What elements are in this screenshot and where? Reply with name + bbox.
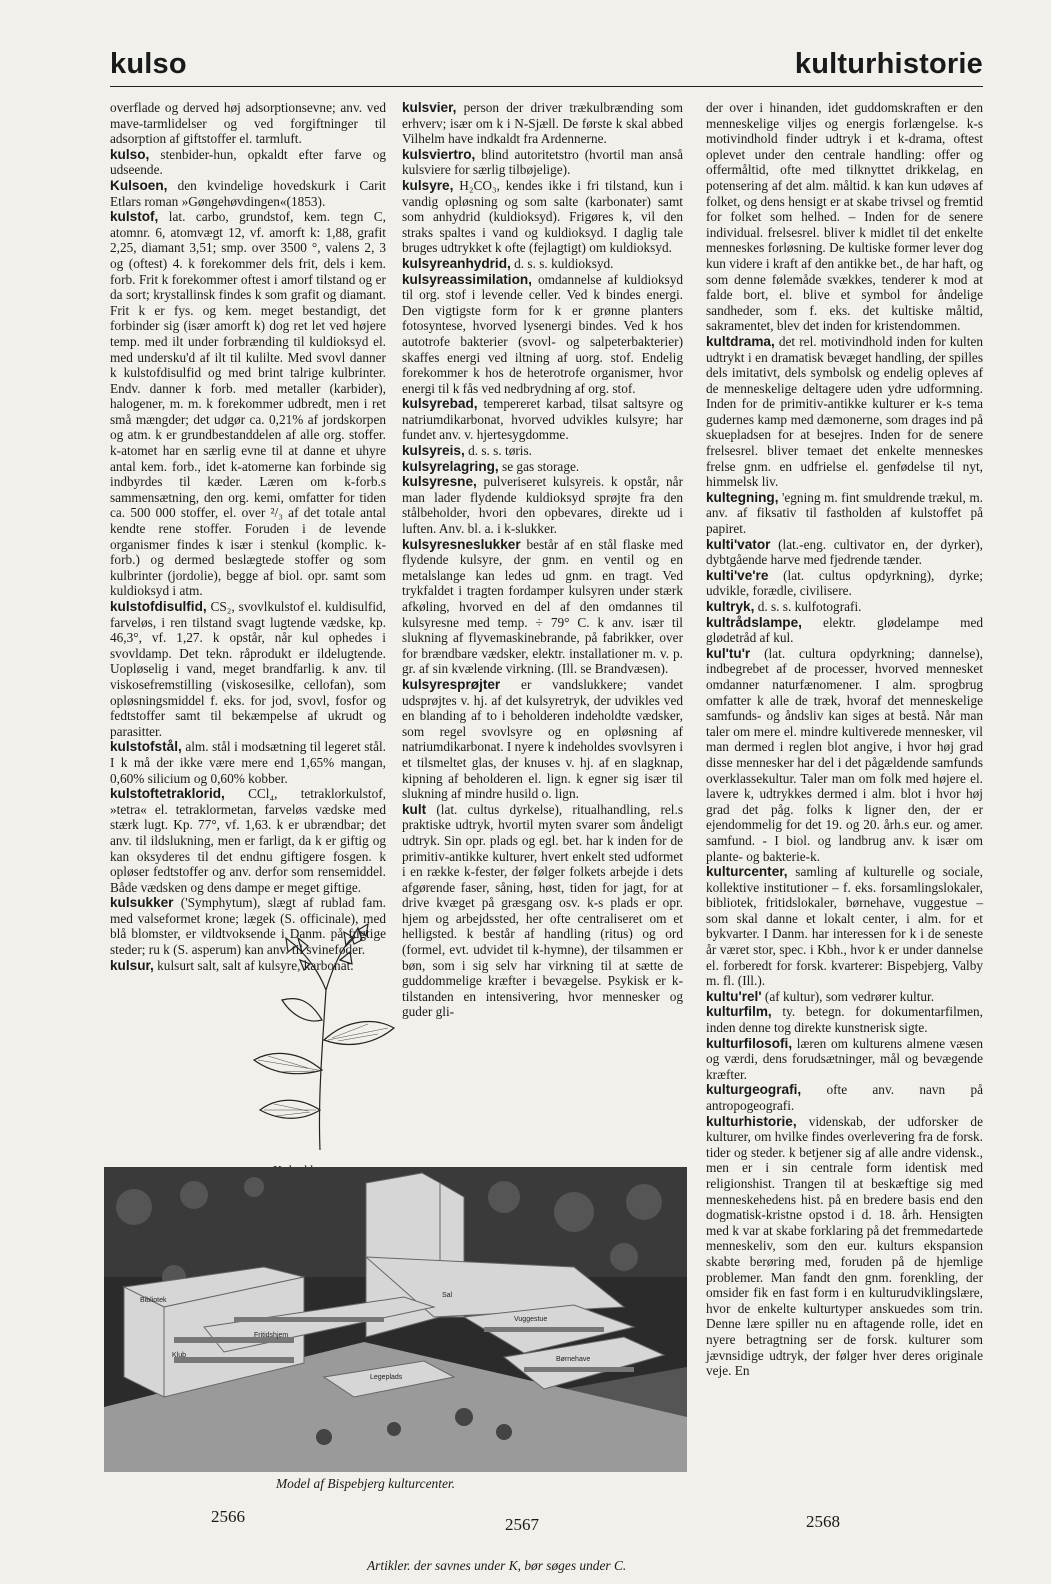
entry-headword: kul'tu'r	[706, 645, 751, 661]
dictionary-entry	[402, 178, 683, 256]
footer-note: Artikler. der savnes under K, bør søges under C.	[367, 1558, 627, 1573]
dictionary-entry	[706, 615, 983, 646]
entry-headword: kulsviertro,	[402, 146, 476, 162]
dictionary-entry	[402, 100, 683, 147]
photo-label-bibliotek: Bibliotek	[140, 1297, 167, 1304]
entry-text: der over i hinanden, idet guddomskraften er den menneskelige viljes og energis forlængelse. k-s motivindhold finder udtryk i et k-drama, oftest oplevet under den centrale handling: offer og offermåltid, ofte med tilknyttet drikkelag, en potensering af det alm. måltid. k kan kun udøves af folket, og dens hensigt er at skabe trivsel og fremtid for folket som helhed. – Inden for de senere individual. frelsesrel. bliver k midlet til det enkelte menneskes forløsning. De kultiske former lever dog kun videre i kraft af den antikke bet., de har haft, og som denne følemåde svækkes, tenderer k mod at falde bort, el. blive et symbol for åndelige sandheder, som f. eks. det kultiske måltid, sakramentet, blev det inden for kristendommen.	[706, 100, 983, 334]
entry-text: H₂CO₃, kendes ikke i fri tilstand, kun i vandig opløsning og som salte (karbonater) samt som anhydrid (kuldioksyd). Frigøres k, vil den straks spaltes i vand og kuldioksyd. I daglig tale bruges udtrykket k ofte (fejlagtigt) om kuldioksyd.	[402, 177, 683, 256]
entry-text: læren om kulturens almene væsen og værdi, dens forudsætninger, mål og bevægende kræfter.	[706, 1035, 983, 1082]
column-1	[110, 100, 386, 973]
building-model-image	[104, 1167, 687, 1472]
dictionary-entry	[402, 537, 683, 677]
photo-label-legeplads: Legeplads	[370, 1374, 403, 1381]
entry-text: består af en stål flaske med flydende kulsyre, der gnm. en ventil og en metalslange kan ledes ud gnm. en tragt. Ved trykfaldet i tragten fordamper kulsyren under stærk afkøling, hvorved en del af den omdannes til kulsyresne med temp. ÷ 79° C. k anv. især til slukning af flyvemaskinebrande, på fabrikker, over for brændbare vædsker, elektr. installationer m. v. p. gr. af sin kvælende virkning. (Ill. se Brandvæsen).	[402, 536, 684, 677]
entry-headword: kulturfilm,	[706, 1004, 772, 1020]
entry-text: CCl₄, tetraklorkulstof, »tetra« el. tetraklormetan, farveløs vædske med stærk lugt. Kp. 77°, vf. 1,63. k er ubrændbar; det anv. til ildslukning, men er farligt, da k er giftig og kan oksyderes til det endnu giftigere fosgen. k opløser fedtstoffer og anv. derfor som rensemiddel. Både vædsken og dens dampe er meget giftige.	[110, 786, 386, 895]
entry-headword: kulsyresneslukker	[402, 536, 521, 552]
entry-text: den kvindelige hovedskurk i Carit Etlars roman »Gøngehøvdingen«(1853).	[110, 177, 386, 209]
entry-text: stenbider-hun, opkaldt efter farve og udseende.	[110, 146, 386, 178]
entry-headword: kulsyre,	[402, 177, 454, 193]
dictionary-entry	[706, 599, 983, 615]
dictionary-entry	[706, 1114, 983, 1379]
dictionary-entry	[706, 568, 983, 599]
dictionary-entry	[402, 272, 683, 397]
photo-label-vuggestue: Vuggestue	[514, 1316, 548, 1323]
entry-text: se gas storage.	[502, 458, 580, 474]
entry-text: (lat.-eng. cultivator en, der dyrker), dybtgående harve med fjedrende tænder.	[706, 536, 983, 568]
entry-text: d. s. s. kulfotografi.	[757, 599, 862, 614]
entry-headword: kulsukker	[110, 895, 174, 911]
entry-text: alm. stål i modsætning til legeret stål. I k må der ikke være mere end 1,65% mangan, 0,60% silicium og 0,60% kobber.	[110, 739, 386, 786]
page-number-middle: 2567	[505, 1515, 539, 1534]
dictionary-entry	[110, 209, 386, 599]
entry-text: pulveriseret kulsyreis. k opstår, når man lader flydende kuldioksyd sprøjte fra den stålbeholder, hvori den opbevares, direkte ud i luften. Anv. bl. a. i k-slukker.	[402, 474, 684, 537]
entry-headword: kulti'vator	[706, 536, 771, 552]
entry-headword: kulso,	[110, 146, 150, 162]
entry-text: er vandslukkere; vandet udsprøjtes v. hj. af det kulsyretryk, der udvikles ved en blanding af to i beholderen indeholdte vædsker, som regel svovlsyre og en opløsning af natriumdikarbonat. I nyere k indeholdes svovlsyren i et tilsmeltet glas, der knuses v. hj. af en slagknap, kipning af beholderen el. lign. k egner sig især til slukning af mindre husild o. lign.	[402, 676, 684, 802]
dictionary-entry	[110, 599, 386, 739]
dictionary-entry	[706, 334, 983, 490]
comfrey-plant-drawing	[248, 900, 398, 1156]
entry-headword: kulstoftetraklorid,	[110, 786, 225, 802]
entry-headword: kulturfilosofi,	[706, 1035, 793, 1051]
entry-headword: kult	[402, 801, 427, 817]
entry-text: overflade og derved høj adsorptionsevne; anv. ved mave-tarmlidelser og ved forgiftninger til adsorption af giftstoffer el. tarmluft.	[110, 100, 386, 147]
dictionary-entry	[402, 396, 683, 443]
entry-headword: kulti've're	[706, 567, 769, 583]
entry-text: (lat. cultura opdyrkning; dannelse), indbegrebet af de processer, hvorved mennesket omdanner naturfænomener. I alm. sprogbrug omfatter k alle de træk, hvoraf det menneskelige samfunds- og åndsliv kan siges at bestå. Når man taler om mere el. mindre kultiverede mennesker, vil man dermed i reglen blot angive, i hvor høj grad disse mennesker har del i det pågældende samfunds overklassekultur. Taler man om folk med højere el. lavere k, udtrykkes dermed i alm. blot i hvor høj grad det påg. folks k ligner den, der er ejendommelig for det 19. og 20. årh.s eur. og amer. samfund. - I biol. og landbrug anv. k især om plante- og bakterie-k.	[706, 645, 983, 864]
entry-headword: kulsyrebad,	[402, 396, 478, 412]
entry-text: ty. betegn. for dokumentarfilmen, inden denne tog direkte kunstnerisk sigte.	[706, 1004, 984, 1036]
entry-headword: kulstofdisulfid,	[110, 599, 207, 614]
entry-text: ofte anv. navn på antropogeografi.	[706, 1082, 984, 1113]
entry-headword: kulsyresne,	[402, 474, 477, 490]
entry-text: kulsurt salt, salt af kulsyre, karbonat.	[157, 957, 354, 973]
dictionary-entry	[110, 100, 386, 147]
entry-headword: kultrådslampe,	[706, 614, 802, 630]
page-number-right: 2568	[806, 1512, 840, 1531]
dictionary-entry	[402, 474, 683, 536]
entry-headword: kulsyrelagring,	[402, 458, 499, 474]
running-header-left: kulso	[110, 48, 187, 80]
entry-text: tempereret karbad, tilsat saltsyre og natriumdikarbonat, hvorved udvikles kulsyre; har fundet anv. v. hjertesygdomme.	[402, 396, 683, 443]
entry-headword: kultu'rel'	[706, 988, 762, 1004]
dictionary-entry	[402, 256, 683, 272]
entry-text: d. s. s. kuldioksyd.	[514, 255, 614, 271]
entry-headword: kulturhistorie,	[706, 1113, 797, 1129]
dictionary-entry	[402, 459, 683, 475]
entry-headword: kulstof,	[110, 209, 159, 225]
entry-headword: kulsur,	[110, 957, 154, 973]
entry-headword: kulturgeografi,	[706, 1082, 802, 1098]
entry-text: samling af kulturelle og sociale, kollektive institutioner – f. eks. forsamlingslokaler, bibliotek, fritidslokaler, børnehave, vuggestue – som skal danne et lokalt center, i alm. for et bykvarter. I Danm. har interessen for k i de seneste år været stor, spec. i Kbh., hvor k er under dannelse el. forberedt for forsk. kvarterer: Bispebjerg, Valby m. fl. (Ill.).	[706, 864, 983, 989]
photo-caption: Model af Bispebjerg kulturcenter.	[276, 1476, 455, 1491]
entry-text: omdannelse af kuldioksyd til org. stof i levende celler. Ved k bindes energi. Den vigtigste form for k er grønne planters fotosyntese, hvorved lysenergi bindes. Ved k hos autotrofe bakterier (svovl- og salpeterbakterier) skaffes energi ved iltning af uorg. stof. Endelig forekommer k hos de heterotrofe organismer, hvor energi til k fås ved nedbrydning af org. stof.	[402, 271, 683, 396]
entry-headword: kulsvier,	[402, 100, 457, 115]
entry-text: lat. carbo, grundstof, kem. tegn C, atomnr. 6, atomvægt 12, vf. amorft k: 1,88, grafit 2,25, diamant 3,51; smp. over 3500 °, valens 2, 3 og (oftest) 4. k forekommer dels frit, dels i kem. forb. Frit k forekommer oftest i amorf tilstand og er da sort; krystallinsk findes k som grafit og diamant. Frit k er fys. og kem. meget bestandigt, det forbinder sig (især amorft k) dog ret let ved højere temp. med ilt under forbrænding til kuldioksyd el. med undersku'd af ilt til kulilte. Med svovl danner k kulstofdisulfid og med brint talrige kulbrinter. Endv. danner k forb. med metaller (karbider), halogener, m. m. k forekommer udbredt, men i ret små mængder; det udgør ca. 0,21% af jordskorpen og atm. k er grundbestanddelen af alle org. stoffer. k-atomet har en særlig evne til at danne et uhyre antal kem. forb., idet k-atomerne kan forbinde sig indbyrdes til kæder. Læren om k-forb.s sammensætning, den org. kemi, omfatter for tiden ca. 500 000 stoffer, el. over ²/₃ af det totale antal kendte rene stoffer. Foruden i de levende organismer findes k især i stenkul (komplic. k-forb.) og dermed beslægtede stoffer og som kulbrinter (jordolie), begge af biol. opr. samt som kuldioksyd i atm.	[110, 209, 386, 599]
entry-text: (lat. cultus dyrkelse), ritualhandling, rel.s praktiske udtryk, hvortil myten svarer som åndeligt udtryk. Sin opr. plads og egl. bet. har k inden for de primitiv-antikke kulturer, hvert enkelt sted udformet i en række k-fester, der følger folkets arbejde i dets afgørende faser, såning, høst, tiden for jagt, for at drive kvæget på græsgang osv. k-s plads er opr. hjem og arbejdssted, her ofte centraliseret om et helligsted. k består af handling (ritus) og ord (formel, evt. udvidet til k-hymne), der tilsammen er bøn, som i sig selv har virkning til at sætte de guddommelige kræfter i bevægelse. Psykisk er k-tilstanden en intensivering, hvor mennesker og guder gli-	[402, 801, 683, 1020]
header-rule	[110, 86, 983, 87]
dictionary-entry	[706, 490, 983, 537]
entry-text: d. s. s. tøris.	[468, 443, 532, 459]
dictionary-entry	[110, 178, 386, 209]
dictionary-entry	[706, 1082, 983, 1113]
entry-text: 'egning m. fint smuldrende trækul, m. anv. af fiksativ til fastholden af kulstoffet på papiret.	[706, 489, 983, 537]
entry-headword: kulsyresprøjter	[402, 676, 501, 692]
dictionary-entry	[402, 443, 683, 459]
photo-label-bornehave: Børnehave	[556, 1356, 591, 1363]
dictionary-entry	[402, 147, 683, 178]
entry-text: videnskab, der udforsker de kulturer, om hvilke findes overlevering fra de forsk. tider og steder. k betjener sig af alle andre vidensk., men er i sin centrale form identisk med religionshist. Trangen til at beskæftige sig med menneskehedens hist. på en bredere basis end den dogmatisk-kristne opstod i d. 18. årh. Hensigten med k var at skabe forklaring på det fremmedartede menneskeliv, som den eur. kulturs ekspansion skabte berøring med, foruden på de hjemlige problemer. Man fandt den gnm. forenkling, der omsider fik en fast form i en kulturudviklingslære, hvor de enkelte kulturtyper anskuedes som trin. Denne lære spiller nu en aftagende rolle, idet en nyere betragtning ser de forsk. kulturer som jævnsidige udtryk, der følger hver deres originale veje. En	[706, 1113, 983, 1379]
entry-headword: kulturcenter,	[706, 864, 788, 880]
dictionary-entry	[706, 537, 983, 568]
entry-text: elektr. glødelampe med glødetråd af kul.	[706, 614, 983, 646]
dictionary-entry	[110, 786, 386, 895]
entry-headword: kultryk,	[706, 599, 755, 614]
entry-headword: kulsyreanhydrid,	[402, 255, 511, 271]
dictionary-entry	[706, 100, 983, 334]
entry-text: CS₂, svovlkulstof el. kuldisulfid, farveløs, i ren tilstand svagt lugtende vædske, kp. 46,3°, vf. 1,27. k opstår, når kul ophedes i svovldamp. Det tekn. råprodukt er ildelugtende. Uopløselig i vand, meget brandfarlig. k anv. til viskosefremstilling (viskosesilke, cellofan), som opløsningsmiddel f. eks. for jod, svovl, fosfor og fedtstoffer samt til bekæmpelse af ukrudt og parasitter.	[110, 599, 386, 739]
dictionary-entry	[706, 989, 983, 1005]
dictionary-entry	[402, 677, 683, 802]
dictionary-entry	[110, 739, 386, 786]
kulturcenter-model-photo	[104, 1167, 687, 1472]
running-header-right: kulturhistorie	[794, 48, 983, 80]
entry-text: det rel. motivindhold inden for kulten udtrykt i en dramatisk bevæget handling, der spilles dels imitativt, dels symbolsk og endelig opleves af de menneskelige deltagere uden ydre udformning. Inden for de primitiv-antikke kulturer er k-s tema gudernes kamp med dæmonerne, som drages ind på skuepladsen for at besejres. Inden for de senere frelsesrel. bliver temaet det enkelte menneskes frelse gnm. en udfrielse el. genfødelse til nyt, himmelsk liv.	[706, 333, 984, 490]
dictionary-entry	[706, 1036, 983, 1083]
dictionary-entry	[706, 1004, 983, 1035]
entry-text: person der driver trækulbrænding som erhverv; især om k i N-Sjæll. De første k skal abbed Vilhelm have indkaldt fra Ardennerne.	[402, 100, 683, 147]
column-2	[402, 100, 683, 1020]
photo-label-sal: Sal	[442, 1292, 453, 1299]
dictionary-entry	[706, 864, 983, 989]
dictionary-entry	[110, 147, 386, 178]
photo-label-fritidshjem: Fritidshjem	[254, 1332, 289, 1339]
entry-text: (af kultur), som vedrører kultur.	[764, 988, 935, 1004]
dictionary-entry	[402, 802, 683, 1020]
entry-headword: kultegning,	[706, 489, 779, 505]
entry-headword: kulsyreis,	[402, 443, 465, 459]
entry-text: blind autoritetstro (hvortil man anså kulsviere for særlig tilbøjelige).	[402, 146, 683, 178]
entry-text: ('Symphytum), slægt af rublad fam. med valseformet krone; lægek (S. officinale), med blå blomster, er vildtvoksende i Danm. på fugtige steder; ru k (S. asperum) kan anv. til svinefoder.	[110, 895, 386, 958]
dictionary-entry	[706, 646, 983, 864]
entry-headword: Kulsoen,	[110, 177, 168, 193]
entry-headword: kulsyreassimilation,	[402, 271, 532, 287]
kulsukker-illustration	[248, 900, 398, 1156]
entry-headword: kultdrama,	[706, 333, 775, 349]
entry-text: (lat. cultus opdyrkning), dyrke; udvikle, forædle, civilisere.	[706, 567, 984, 599]
entry-headword: kulstofstål,	[110, 739, 182, 755]
photo-label-klub: Klub	[172, 1352, 187, 1359]
page-number-left: 2566	[211, 1507, 245, 1526]
column-3	[706, 100, 983, 1379]
